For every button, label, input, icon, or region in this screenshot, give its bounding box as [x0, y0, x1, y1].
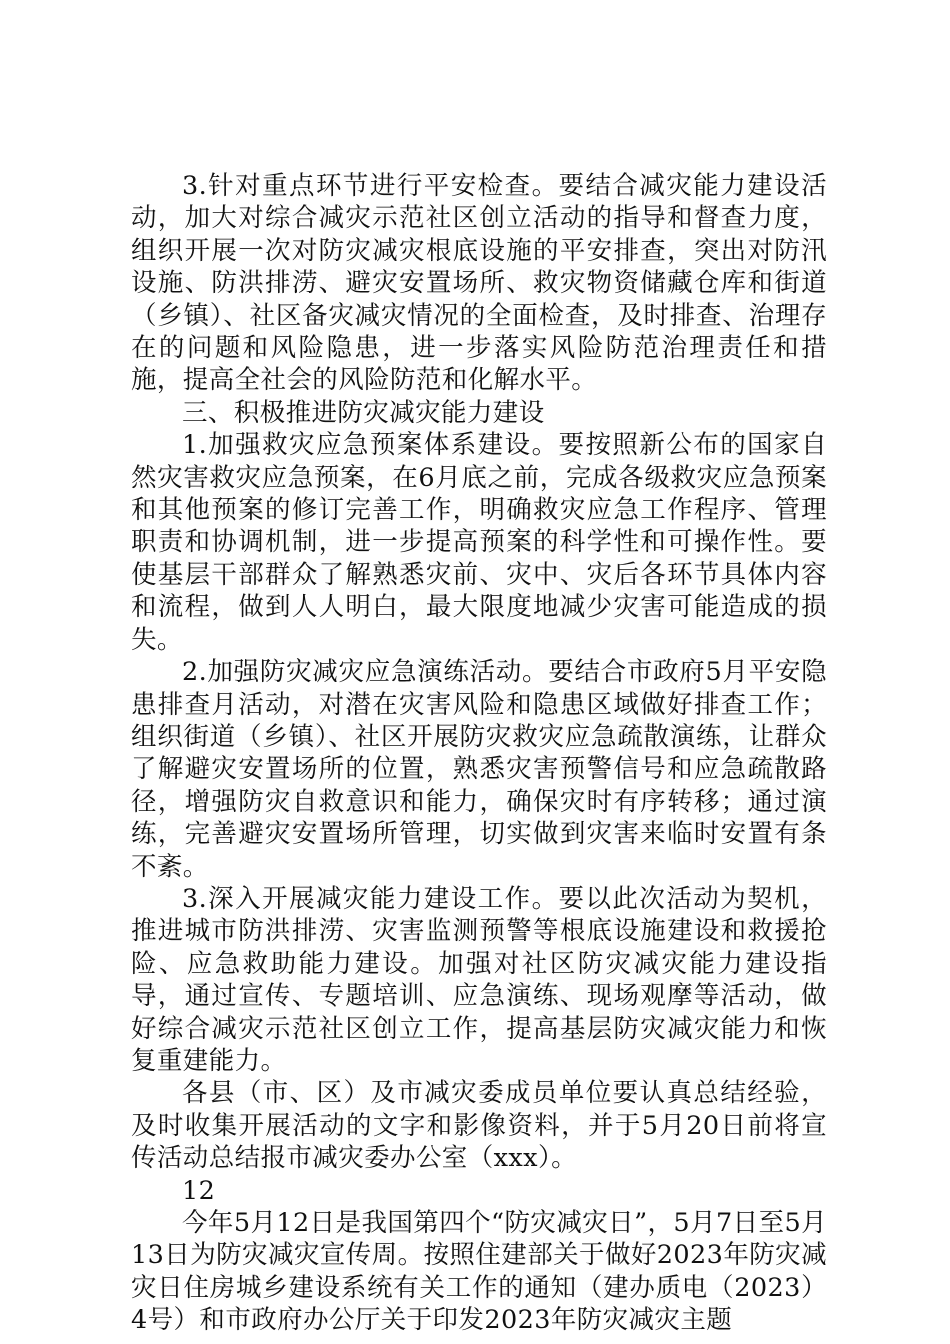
paragraph-summary-report: 各县（市、区）及市减灾委成员单位要认真总结经验，及时收集开展活动的文字和影像资料，并于5月20日前将宣传活动总结报市减灾委办公室（xxx）。: [131, 1078, 827, 1174]
section-number: 12: [182, 1175, 216, 1206]
paragraph-disaster-day-intro: 今年5月12日是我国第四个“防灾减灾日”，5月7日至5月13日为防灾减灾宣传周。按照住建部关于做好2023年防灾减灾日住房城乡建设系统有关工作的通知（建办质电（2023）4号）和市政府办公厅关于印发2023年防灾减灾主题: [131, 1208, 827, 1336]
paragraph-emergency-drill: 2.加强防灾减灾应急演练活动。要结合市政府5月平安隐患排查月活动，对潜在灾害风险和隐患区域做好排查工作；组织街道（乡镇）、社区开展防灾救灾应急疏散演练，让群众了解避灾安置场所的位置，熟悉灾害预警信号和应急疏散路径，增强防灾自救意识和能力，确保灾时有序转移；通过演练，完善避灾安置场所管理，切实做到灾害来临时安置有条不紊。: [131, 657, 827, 882]
document-body: [131, 170, 827, 1337]
paragraph-safety-inspection: 3.针对重点环节进行平安检查。要结合减灾能力建设活动，加大对综合减灾示范社区创立活动的指导和督查力度，组织开展一次对防灾减灾根底设施的平安排查，突出对防汛设施、防洪排涝、避灾安置场所、救灾物资储藏仓库和街道（乡镇）、社区备灾减灾情况的全面检查，及时排查、治理存在的问题和风险隐患，进一步落实风险防范治理责任和措施，提高全社会的风险防范和化解水平。: [131, 171, 827, 396]
paragraph-capacity-work: 3.深入开展减灾能力建设工作。要以此次活动为契机，推进城市防洪排涝、灾害监测预警等根底设施建设和救援抢险、应急救助能力建设。加强对社区防灾减灾能力建设指导，通过宣传、专题培训、应急演练、现场观摩等活动，做好综合减灾示范社区创立工作，提高基层防灾减灾能力和恢复重建能力。: [131, 883, 827, 1076]
section-heading-capacity-building: 三、积极推进防灾减灾能力建设: [182, 397, 545, 428]
paragraph-emergency-plan: 1.加强救灾应急预案体系建设。要按照新公布的国家自然灾害救灾应急预案，在6月底之前，完成各级救灾应急预案和其他预案的修订完善工作，明确救灾应急工作程序、管理职责和协调机制，进一步提高预案的科学性和可操作性。要使基层干部群众了解熟悉灾前、灾中、灾后各环节具体内容和流程，做到人人明白，最大限度地减少灾害可能造成的损失。: [131, 430, 827, 655]
